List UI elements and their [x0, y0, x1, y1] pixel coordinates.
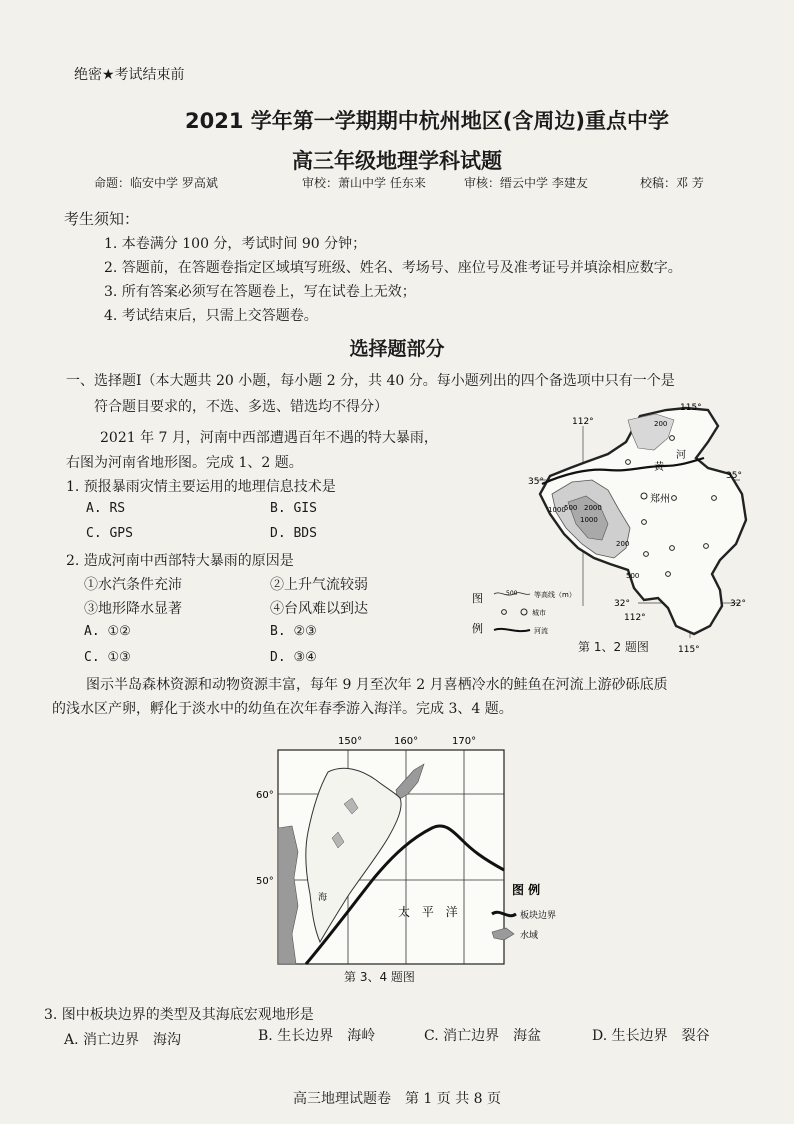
confidential-label: 绝密★考试结束前 [74, 67, 185, 83]
page-footer: 高三地理试题卷 第 1 页 共 8 页 [292, 1091, 502, 1107]
legend-item: 水域 [520, 931, 539, 941]
question-2-option-a[interactable]: A. ①② [84, 624, 131, 639]
lon-label: 115° [678, 645, 700, 655]
legend-title-part: 图 [472, 592, 483, 605]
question-1-option-b[interactable]: B. GIS [270, 501, 317, 516]
place-label: 黄 [654, 462, 664, 473]
place-label: 河 [676, 450, 686, 461]
lon-label: 170° [452, 736, 477, 747]
lon-label: 160° [394, 736, 419, 747]
contour-label: 200 [654, 420, 668, 428]
sea-label: 海 [318, 893, 328, 903]
place-label-zhengzhou: 郑州 [650, 494, 670, 505]
city-legend-icon [502, 610, 507, 615]
lat-label: 50° [256, 876, 274, 887]
question-2-option-d[interactable]: D. ③④ [270, 650, 317, 665]
lat-label: 32° [614, 599, 630, 609]
question-2-statement: ①水汽条件充沛 [84, 577, 182, 593]
contour-label: 1000 [580, 516, 598, 524]
passage2-line: 图示半岛森林资源和动物资源丰富，每年 9 月至次年 2 月喜栖冷水的鲑鱼在河流上游砂砾底质 [86, 677, 668, 693]
contour-label: 500 [564, 504, 578, 512]
lat-label: 35° [528, 477, 544, 487]
part1-intro-cont: 符合题目要求的，不选、多选、错选均不得分） [94, 399, 388, 415]
question-3-option-b[interactable]: B. 生长边界 海岭 [258, 1028, 376, 1044]
notice-item: 1. 本卷满分 100 分，考试时间 90 分钟； [104, 236, 367, 252]
question-2-statement: ④台风难以到达 [270, 601, 368, 617]
ocean-label: 太 平 洋 [398, 905, 462, 919]
question-2-statement: ③地形降水显著 [84, 601, 182, 617]
question-1-option-a[interactable]: A. RS [86, 501, 126, 516]
author-proofreader: 校稿：邓 芳 [640, 176, 704, 190]
contour-label: 500 [626, 572, 640, 580]
passage2-line: 的浅水区产卵，孵化于淡水中的幼鱼在次年春季游入海洋。完成 3、4 题。 [52, 701, 513, 717]
legend-item: 城市 [532, 609, 546, 617]
notice-item: 4. 考试结束后，只需上交答题卷。 [104, 308, 318, 324]
question-3-option-a[interactable]: A. 消亡边界 海沟 [64, 1032, 182, 1048]
question-2-option-c[interactable]: C. ①③ [84, 650, 131, 665]
lat-label: 35° [726, 471, 742, 481]
question-3-option-d[interactable]: D. 生长边界 裂谷 [592, 1028, 710, 1044]
legend-title-part: 例 [472, 622, 483, 635]
author-setter: 命题：临安中学 罗高斌 [94, 176, 218, 190]
notice-item: 2. 答题前，在答题卷指定区域填写班级、姓名、考场号、座位号及准考证号并填涂相应数字。 [104, 260, 682, 276]
notice-heading: 考生须知： [64, 210, 140, 228]
legend-item: 板块边界 [520, 911, 557, 921]
legend-contour-value: 500 [506, 590, 518, 597]
river-legend-icon [494, 629, 530, 631]
question-3-stem: 3. 图中板块边界的类型及其海底宏观地形是 [44, 1007, 314, 1023]
lon-label: 115° [680, 403, 702, 413]
legend-item: 等高线（m） [534, 591, 576, 599]
part1-intro: 一、选择题Ⅰ（本大题共 20 小题，每小题 2 分，共 40 分。每小题列出的四个备选项中只有一个是 [66, 373, 675, 389]
section-title: 选择题部分 [349, 338, 445, 360]
question-1-stem: 1. 预报暴雨灾情主要运用的地理信息技术是 [66, 479, 336, 495]
author-checker: 审核：缙云中学 李建友 [464, 176, 588, 190]
question-1-option-d[interactable]: D. BDS [270, 526, 317, 541]
contour-label: 200 [616, 540, 630, 548]
legend-title: 图 例 [512, 883, 541, 897]
city-legend-icon [521, 609, 527, 615]
lat-label: 32° [730, 599, 746, 609]
map1-caption: 第 1、2 题图 [578, 640, 649, 654]
passage1-line: 2021 年 7 月，河南中西部遭遇百年不遇的特大暴雨， [100, 430, 438, 446]
legend-item: 河流 [534, 627, 548, 635]
question-2-stem: 2. 造成河南中西部特大暴雨的原因是 [66, 553, 294, 569]
author-reviewer: 审校：萧山中学 任东来 [302, 176, 426, 190]
contour-label: 2000 [584, 504, 602, 512]
question-2-option-b[interactable]: B. ②③ [270, 624, 317, 639]
question-1-option-c[interactable]: C. GPS [86, 526, 133, 541]
lon-label: 150° [338, 736, 363, 747]
question-3-option-c[interactable]: C. 消亡边界 海盆 [424, 1028, 542, 1044]
exam-subtitle: 高三年级地理学科试题 [292, 149, 502, 173]
lat-label: 60° [256, 790, 274, 801]
exam-title: 2021 学年第一学期期中杭州地区(含周边)重点中学 [185, 109, 669, 133]
lon-label: 112° [624, 613, 646, 623]
lon-label: 112° [572, 417, 594, 427]
notice-item: 3. 所有答案必须写在答题卷上，写在试卷上无效； [104, 284, 416, 300]
question-2-statement: ②上升气流较弱 [270, 577, 368, 593]
henan-topographic-map [468, 398, 768, 660]
passage1-line: 右图为河南省地形图。完成 1、2 题。 [66, 455, 303, 471]
map2-caption: 第 3、4 题图 [344, 970, 415, 984]
peninsula-map [248, 728, 598, 970]
contour-label: 1000 [548, 506, 566, 514]
